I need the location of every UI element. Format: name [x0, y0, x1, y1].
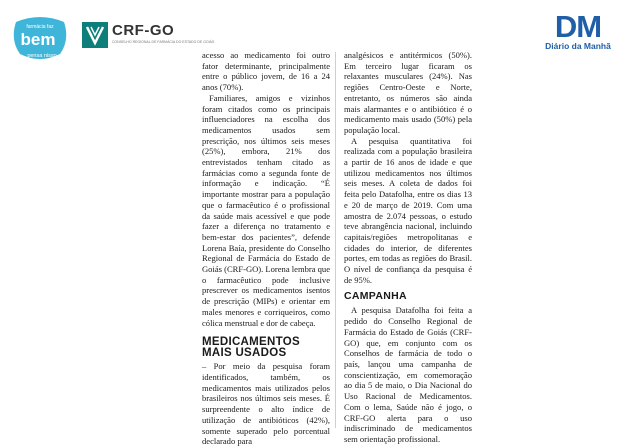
paragraph: A pesquisa quantitativa foi realizada com a população brasileira a partir de 16 anos de idade e que utilizou medicamentos nos últimos seis meses. A coleta de dados foi feita pelo Datafolha, entre os dias 13 e 20 de março de 2019. Com uma amostra de 2.074 pessoas, o estudo teve abrangência nacional, incluindo capitais/regiões metropolitanas e cidades do interior, de diferentes portes, em todas as regiões do Brasil. O nível de confiança da pesquisa é de 95%.	[344, 135, 472, 285]
svg-text:pensa nisso: pensa nisso	[27, 53, 57, 59]
dm-logo-subtext: Diário da Manhã	[545, 41, 611, 51]
crf-logo-subtext: CONSELHO REGIONAL DE FARMÁCIA DO ESTADO DE GOIÁS	[112, 40, 215, 44]
paragraph: – Por meio da pesquisa foram identificados, também, os medicamentos mais utilizados pelos brasileiros nos últimos seis meses. É surpreendente o alto índice de utilização de antibióticos (42%), somente superado pelo porcentual declarado para	[202, 361, 330, 447]
paragraph: analgésicos e antitérmicos (50%). Em terceiro lugar ficaram os relaxantes musculares (24%). Nas regiões Centro-Oeste e Norte, entretanto, os números são ainda mais alarmantes e o antibiótico é o medicamento mais usado (50%) pela população local.	[344, 50, 472, 135]
crf-mark-icon	[82, 22, 108, 48]
section-heading-medicamentos: MEDICAMENTOS MAIS USADOS	[202, 336, 300, 360]
dm-logo-mark: DM	[554, 9, 602, 44]
diario-da-manha-logo	[540, 9, 616, 52]
crf-logo-text: CRF-GO	[112, 22, 175, 39]
svg-text:farmácia faz: farmácia faz	[26, 24, 54, 30]
article-column-left	[202, 50, 330, 447]
article-column-right	[344, 50, 472, 445]
section-heading-campanha: CAMPANHA	[344, 290, 407, 303]
crf-go-logo	[82, 20, 215, 52]
paragraph: acesso ao medicamento foi outro fator determinante, principalmente entre o público jovem, de 16 a 24 anos (70%).	[202, 50, 330, 93]
paragraph: A pesquisa Datafolha foi feita a pedido do Conselho Regional de Farmácia do Estado de Goiás (CRF-GO) que, em conjunto com os Conselhos de farmácia de todo o país, lançou uma campanha de conscientização, em comemoração ao dia 5 de maio, o Dia Nacional do Uso Racional de Medicamentos. Com o lema, Saúde não é jogo, o CRF-GO alerta para o uso indiscriminado de medicamentos sem orientação profissional.	[344, 305, 472, 444]
bem-logo	[10, 14, 70, 64]
svg-text:bem: bem	[20, 30, 56, 49]
column-divider	[335, 52, 336, 428]
paragraph: Familiares, amigos e vizinhos foram citados como os principais influenciadores na escolha dos medicamentos usados sem prescrição, nos últimos seis meses (25%), embora, 21% dos entrevistados tenham citado as farmácias como a segunda fonte de informação e indicação. “É importante mostrar para a população que o farmacêutico é o profissional da saúde mais acessível e que pode fazer a diferença no tratamento e bem-estar dos pacientes”, defende Lorena Baía, presidente do Conselho Regional de Farmácia do Estado de Goiás (CRF-GO). Lorena lembra que o farmacêutico pode inclusive prescrever os medicamentos isentos de prescrição (MIPs) e orientar em males menores e corriqueiros, como cólica menstrual e dor de cabeça.	[202, 92, 330, 328]
